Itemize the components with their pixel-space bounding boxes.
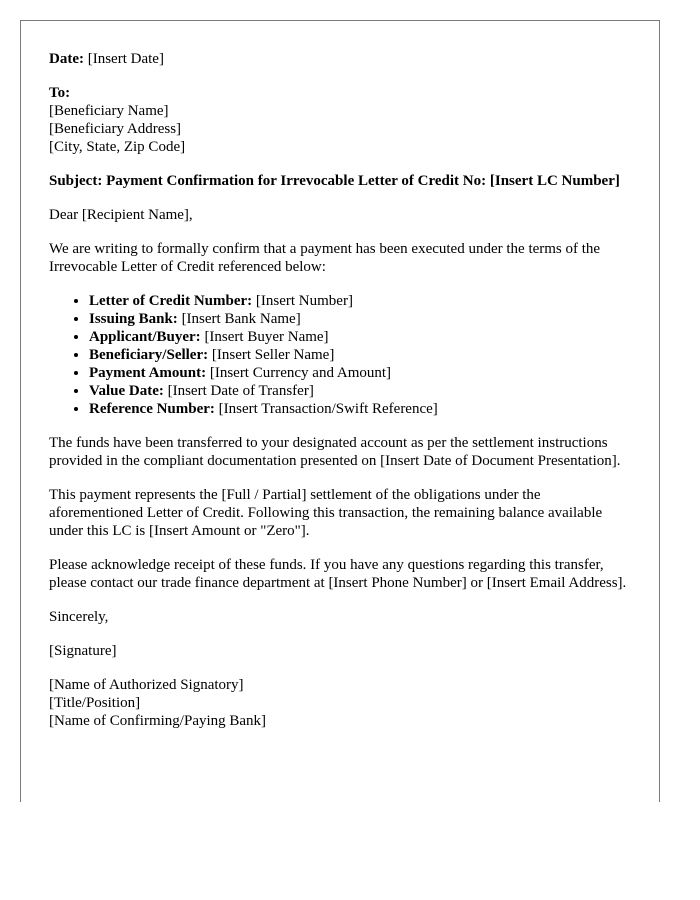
signatory-name: [Name of Authorized Signatory]	[49, 677, 244, 693]
beneficiary-address: [Beneficiary Address]	[49, 121, 182, 137]
detail-value: [Insert Transaction/Swift Reference]	[218, 401, 438, 417]
signature: [Signature]	[49, 643, 117, 659]
subject-text: Subject: Payment Confirmation for Irrevocable Letter of Credit No: [Insert LC Number]	[49, 173, 620, 189]
date-line	[49, 50, 631, 68]
salutation: Dear [Recipient Name],	[49, 207, 193, 223]
beneficiary-name: [Beneficiary Name]	[49, 103, 169, 119]
recipient-address-block	[49, 84, 631, 156]
detail-label: Value Date:	[89, 383, 164, 399]
date-value: [Insert Date]	[87, 51, 164, 67]
intro-paragraph: We are writing to formally confirm that a payment has been executed under the terms of the Irrevocable Letter of Credit referenced below:	[49, 241, 601, 275]
funds-paragraph: The funds have been transferred to your designated account as per the settlement instructions provided in the compliant documentation presented on [Insert Date of Document Presentation].	[49, 435, 621, 469]
detail-payment-amount	[89, 364, 631, 382]
detail-label: Beneficiary/Seller:	[89, 347, 209, 363]
detail-value: [Insert Seller Name]	[211, 347, 335, 363]
detail-value-date	[89, 382, 631, 400]
detail-value: [Insert Date of Transfer]	[167, 383, 314, 399]
detail-reference-number	[89, 400, 631, 418]
to-label: To:	[49, 85, 71, 101]
date-label: Date:	[49, 51, 84, 67]
detail-value: [Insert Number]	[255, 293, 353, 309]
detail-lc-number	[89, 292, 631, 310]
detail-applicant	[89, 328, 631, 346]
payment-details-list	[49, 292, 631, 418]
detail-value: [Insert Buyer Name]	[204, 329, 329, 345]
city-state-zip: [City, State, Zip Code]	[49, 139, 186, 155]
closing: Sincerely,	[49, 609, 109, 625]
settlement-paragraph: This payment represents the [Full / Partial] settlement of the obligations under the aforementioned Letter of Credit. Following this transaction, the remaining balance available under this LC is [Insert Amount or "Zero"].	[49, 487, 603, 539]
acknowledge-paragraph: Please acknowledge receipt of these funds. If you have any questions regarding this transfer, please contact our trade finance department at [Insert Phone Number] or [Insert Email Address].	[49, 557, 627, 591]
detail-label: Applicant/Buyer:	[89, 329, 201, 345]
detail-label: Reference Number:	[89, 401, 215, 417]
subject-line	[49, 172, 631, 190]
detail-label: Payment Amount:	[89, 365, 207, 381]
signatory-bank: [Name of Confirming/Paying Bank]	[49, 713, 267, 729]
signatory-block	[49, 676, 631, 730]
detail-issuing-bank	[89, 310, 631, 328]
detail-value: [Insert Currency and Amount]	[209, 365, 392, 381]
letter-page	[20, 20, 660, 802]
signatory-title: [Title/Position]	[49, 695, 141, 711]
detail-label: Issuing Bank:	[89, 311, 178, 327]
detail-label: Letter of Credit Number:	[89, 293, 253, 309]
detail-value: [Insert Bank Name]	[181, 311, 301, 327]
detail-beneficiary	[89, 346, 631, 364]
